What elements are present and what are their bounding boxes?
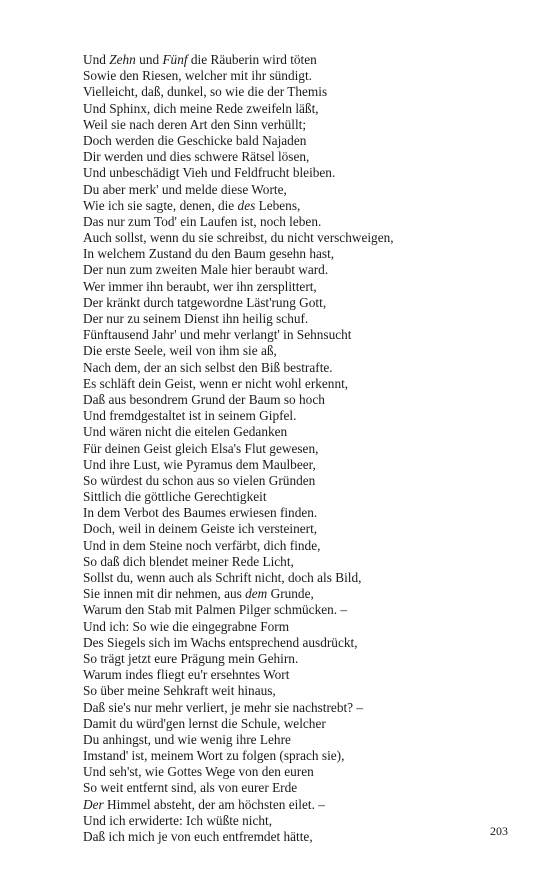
verse-line xyxy=(83,635,523,651)
line-text: Grunde, xyxy=(267,586,314,602)
line-text: So weit entfernt sind, als von eurer Erde xyxy=(83,780,298,796)
line-text: Du anhingst, und wie wenig ihre Lehre xyxy=(83,731,291,747)
italic-word: Der xyxy=(83,796,104,812)
verse-line xyxy=(83,376,523,392)
line-text: So über meine Sehkraft weit hinaus, xyxy=(83,683,276,699)
verse-line xyxy=(83,780,523,796)
verse-line xyxy=(83,732,523,748)
line-text: Und seh'st, wie Gottes Wege von den euren xyxy=(83,764,314,780)
line-text: Lebens, xyxy=(255,197,301,213)
verse-line xyxy=(83,554,523,570)
line-text: So würdest du schon aus so vielen Gründen xyxy=(83,472,316,488)
verse-line xyxy=(83,667,523,683)
line-text: Wie ich sie sagte, denen, die xyxy=(83,197,238,213)
line-text: Die erste Seele, weil von ihm sie aß, xyxy=(83,343,277,359)
verse-line xyxy=(83,748,523,764)
line-text: Das nur zum Tod' ein Laufen ist, noch leben. xyxy=(83,213,322,229)
line-text: Doch werden die Geschicke bald Najaden xyxy=(83,132,307,148)
verse-line xyxy=(83,586,523,602)
verse-line xyxy=(83,52,523,68)
line-text: Und Sphinx, dich meine Rede zweifeln läßt, xyxy=(83,100,319,116)
verse-line xyxy=(83,505,523,521)
verse-line xyxy=(83,230,523,246)
verse-line xyxy=(83,473,523,489)
line-text: Sie innen mit dir nehmen, aus xyxy=(83,586,246,602)
verse-line xyxy=(83,441,523,457)
line-text: Warum indes fliegt eu'r ersehntes Wort xyxy=(83,667,290,683)
line-text: In welchem Zustand du den Baum gesehn hast, xyxy=(83,246,335,262)
line-text: Wer immer ihn beraubt, wer ihn zersplittert, xyxy=(83,278,317,294)
italic-word: dem xyxy=(245,586,268,602)
line-text: Daß sie's nur mehr verliert, je mehr sie nachstrebt? – xyxy=(83,699,364,715)
line-text: Daß aus besondrem Grund der Baum so hoch xyxy=(83,391,325,407)
verse-line xyxy=(83,311,523,327)
line-text: Und xyxy=(83,52,110,67)
verse-line xyxy=(83,149,523,165)
verse-line xyxy=(83,246,523,262)
line-text: Sittlich die göttliche Gerechtigkeit xyxy=(83,489,267,505)
line-text: Für deinen Geist gleich Elsa's Flut gewesen, xyxy=(83,440,319,456)
verse-line xyxy=(83,489,523,505)
verse-line xyxy=(83,521,523,537)
line-text: Nach dem, der an sich selbst den Biß bestrafte. xyxy=(83,359,333,375)
verse-line xyxy=(83,343,523,359)
verse-line xyxy=(83,182,523,198)
verse-line xyxy=(83,538,523,554)
line-text: Doch, weil in deinem Geiste ich versteinert, xyxy=(83,521,318,537)
line-text: So trägt jetzt eure Prägung mein Gehirn. xyxy=(83,650,299,666)
line-text: Und in dem Steine noch verfärbt, dich finde, xyxy=(83,537,321,553)
line-text: Warum den Stab mit Palmen Pilger schmücken. – xyxy=(83,602,348,618)
verse-line xyxy=(83,651,523,667)
verse-line xyxy=(83,295,523,311)
verse-line xyxy=(83,117,523,133)
verse-line xyxy=(83,619,523,635)
verse-line xyxy=(83,262,523,278)
line-text: Daß ich mich je von euch entfremdet hätte, xyxy=(83,829,313,844)
verse-line xyxy=(83,133,523,149)
italic-word: Zehn xyxy=(109,52,136,67)
verse-line xyxy=(83,570,523,586)
line-text: Der kränkt durch tatgewordne Läst'rung Gott, xyxy=(83,294,327,310)
line-text: Und ich: So wie die eingegrabne Form xyxy=(83,618,290,634)
line-text: Himmel absteht, der am höchsten eilet. – xyxy=(103,796,325,812)
page-number: 203 xyxy=(490,824,508,838)
line-text: Der nun zum zweiten Male hier beraubt ward. xyxy=(83,262,329,278)
line-text: Der nur zu seinem Dienst ihn heilig schuf. xyxy=(83,311,309,326)
line-text: Weil sie nach deren Art den Sinn verhüllt; xyxy=(83,116,307,132)
verse-line xyxy=(83,101,523,117)
verse-line xyxy=(83,764,523,780)
verse-line xyxy=(83,360,523,376)
line-text: Imstand' ist, meinem Wort zu folgen (sprach sie), xyxy=(83,748,345,764)
italic-word: des xyxy=(237,197,256,213)
verse-line xyxy=(83,602,523,618)
verse-line xyxy=(83,683,523,699)
line-text: Und ich erwiderte: Ich wüßte nicht, xyxy=(83,812,273,828)
verse-line xyxy=(83,813,523,829)
verse-line xyxy=(83,68,523,84)
line-text: Auch sollst, wenn du sie schreibst, du nicht verschweigen, xyxy=(83,230,394,246)
line-text: Du aber merk' und melde diese Worte, xyxy=(83,181,287,197)
line-text: Dir werden und dies schwere Rätsel lösen, xyxy=(83,149,310,165)
line-text: Sollst du, wenn auch als Schrift nicht, doch als Bild, xyxy=(83,570,362,585)
verse-line xyxy=(83,457,523,473)
line-text: Es schläft dein Geist, wenn er nicht wohl erkennt, xyxy=(83,375,349,391)
verse-line xyxy=(83,198,523,214)
line-text: Damit du würd'gen lernst die Schule, welcher xyxy=(83,715,326,731)
verse-line xyxy=(83,829,523,845)
line-text: Sowie den Riesen, welcher mit ihr sündigt. xyxy=(83,68,312,84)
verse-line xyxy=(83,214,523,230)
line-text: Des Siegels sich im Wachs entsprechend ausdrückt, xyxy=(83,634,358,650)
verse-line xyxy=(83,716,523,732)
line-text: Und ihre Lust, wie Pyramus dem Maulbeer, xyxy=(83,456,316,472)
verse-line xyxy=(83,408,523,424)
verse-line xyxy=(83,165,523,181)
line-text: Und unbeschädigt Vieh und Feldfrucht bleiben. xyxy=(83,165,336,181)
line-text: und xyxy=(135,52,163,67)
verse-line xyxy=(83,279,523,295)
line-text: die Räuberin wird töten xyxy=(187,52,317,67)
line-text: So daß dich blendet meiner Rede Licht, xyxy=(83,553,294,569)
line-text: Vielleicht, daß, dunkel, so wie die der Themis xyxy=(83,84,328,100)
verse-line xyxy=(83,84,523,100)
line-text: Fünftausend Jahr' und mehr verlangt' in Sehnsucht xyxy=(83,327,352,343)
verse-line xyxy=(83,424,523,440)
line-text: In dem Verbot des Baumes erwiesen finden. xyxy=(83,505,318,521)
italic-word: Fünf xyxy=(162,52,188,67)
verse-line xyxy=(83,700,523,716)
verse-line xyxy=(83,392,523,408)
verse-line xyxy=(83,797,523,813)
line-text: Und fremdgestaltet ist in seinem Gipfel. xyxy=(83,408,297,424)
verse-line xyxy=(83,327,523,343)
poem-text xyxy=(83,52,523,845)
line-text: Und wären nicht die eitelen Gedanken xyxy=(83,424,288,440)
